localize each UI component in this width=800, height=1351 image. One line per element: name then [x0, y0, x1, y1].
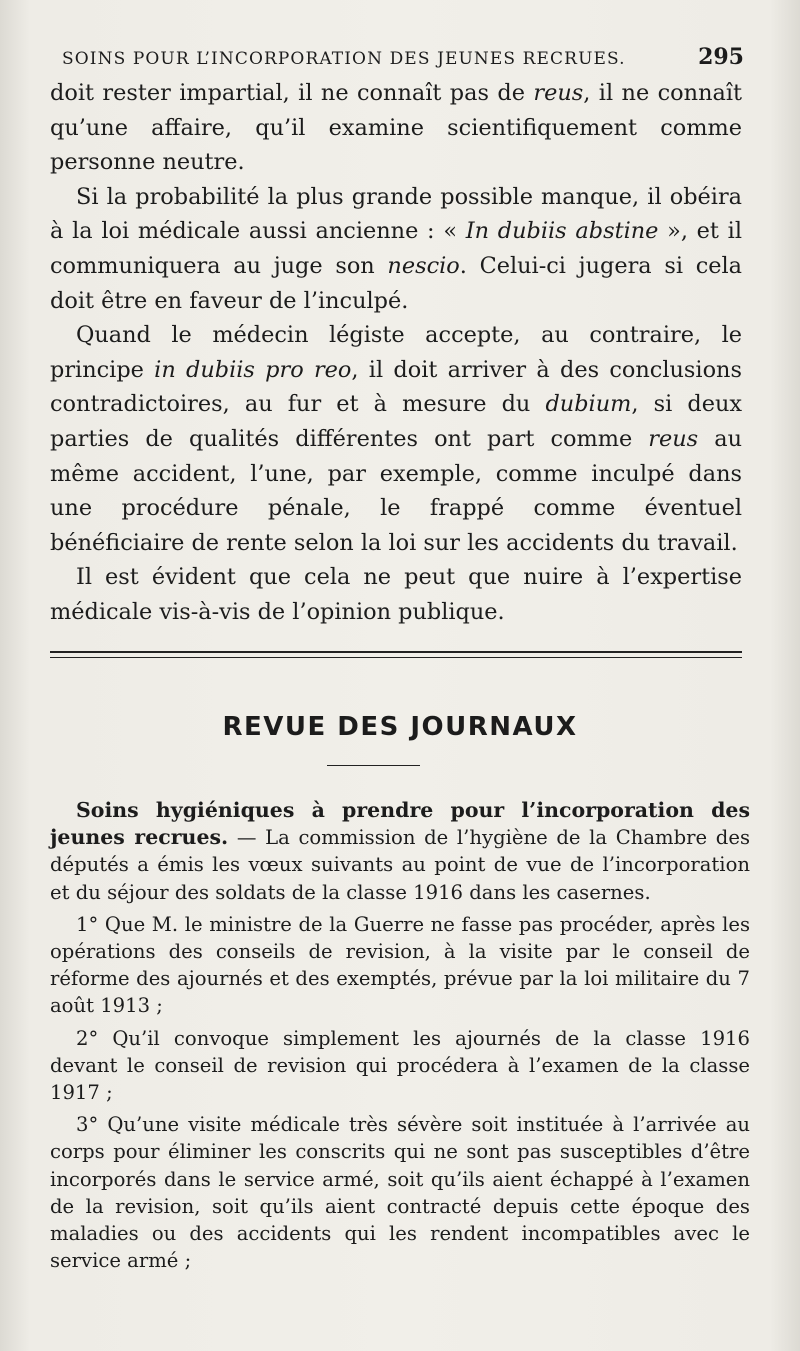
article-intro: — La commission de l’hygiène de la Chambre des députés a émis les vœux suivants au point de vue de l’incorporation et du séjour des soldats de la classe 1916 dans les casernes. — [50, 826, 750, 904]
double-rule-divider — [50, 651, 742, 658]
page-number: 295 — [698, 44, 744, 70]
paragraph-2 — [50, 180, 742, 318]
section-title: REVUE DES JOURNAUX — [222, 712, 578, 742]
article-headline: Soins hygiéniques à prendre pour l’incorporation des jeunes recrues. — [50, 798, 750, 850]
italic-term: in dubiis pro reo — [154, 356, 352, 383]
article-lead — [50, 797, 750, 906]
italic-term: reus — [648, 425, 699, 452]
text-run: au même accident, l’une, par exemple, comme inculpé dans une procédure pénale, le frappé comme éventuel bénéficiaire de rente selon la loi sur les accidents du travail. — [50, 425, 743, 556]
paragraph-4: Il est évident que cela ne peut que nuire à l’expertise médicale vis-à-vis de l’opinion publique. — [50, 564, 742, 625]
text-run: , il ne connaît qu’une affaire, qu’il examine scientifiquement comme personne neutre. — [50, 80, 742, 176]
text-run: », et il communiquera au juge son — [50, 218, 742, 279]
paragraph-1 — [50, 76, 742, 180]
italic-term: nescio — [387, 252, 460, 279]
text-run: , si deux parties de qualités différentes ont part comme — [50, 391, 742, 452]
text-run: Si la probabilité la plus grande possible manque, il obéira à la loi médicale aussi ancienne : « — [50, 183, 742, 245]
list-item: 1° Que M. le ministre de la Guerre ne fasse pas procéder, après les opérations des conseils de revision, à la visite par le conseil de réforme des ajournés et des exemptés, prévue par la loi militaire du 7 août 1913 ; — [50, 912, 750, 1018]
italic-term: In dubiis abstine — [465, 218, 659, 245]
list-item: 2° Qu’il convoque simplement les ajournés de la classe 1916 devant le conseil de revision qui procédera à l’examen de la classe 1917 ; — [50, 1026, 750, 1105]
italic-term: dubium — [545, 391, 632, 418]
text-run: Quand le médecin légiste accepte, au contraire, le principe — [50, 322, 742, 383]
italic-term: reus — [533, 80, 584, 106]
text-run: . Celui-ci jugera si cela doit être en faveur de l’inculpé. — [50, 252, 742, 314]
text-run: , il doit arriver à des conclusions contradictoires, au fur et à mesure du — [50, 356, 742, 418]
paragraph-3 — [50, 318, 742, 560]
title-underline — [327, 765, 420, 766]
continued-article-text — [50, 76, 742, 630]
text-run: doit rester impartial, il ne connaît pas de — [50, 80, 534, 106]
running-title: SOINS POUR L’INCORPORATION DES JEUNES RECRUES. — [62, 49, 626, 69]
list-item: 3° Qu’une visite médicale très sévère soit instituée à l’arrivée au corps pour éliminer les conscrits qui ne sont pas susceptibles d’être incorporés dans le service armé, soit qu’ils aient échappé à l’examen de la revision, soit qu’ils aient contracté depuis cette époque des maladies ou des accidents qui les rendent incompatibles avec le service armé ; — [50, 1113, 750, 1273]
running-head — [62, 44, 744, 70]
journal-review-article — [50, 797, 750, 1279]
